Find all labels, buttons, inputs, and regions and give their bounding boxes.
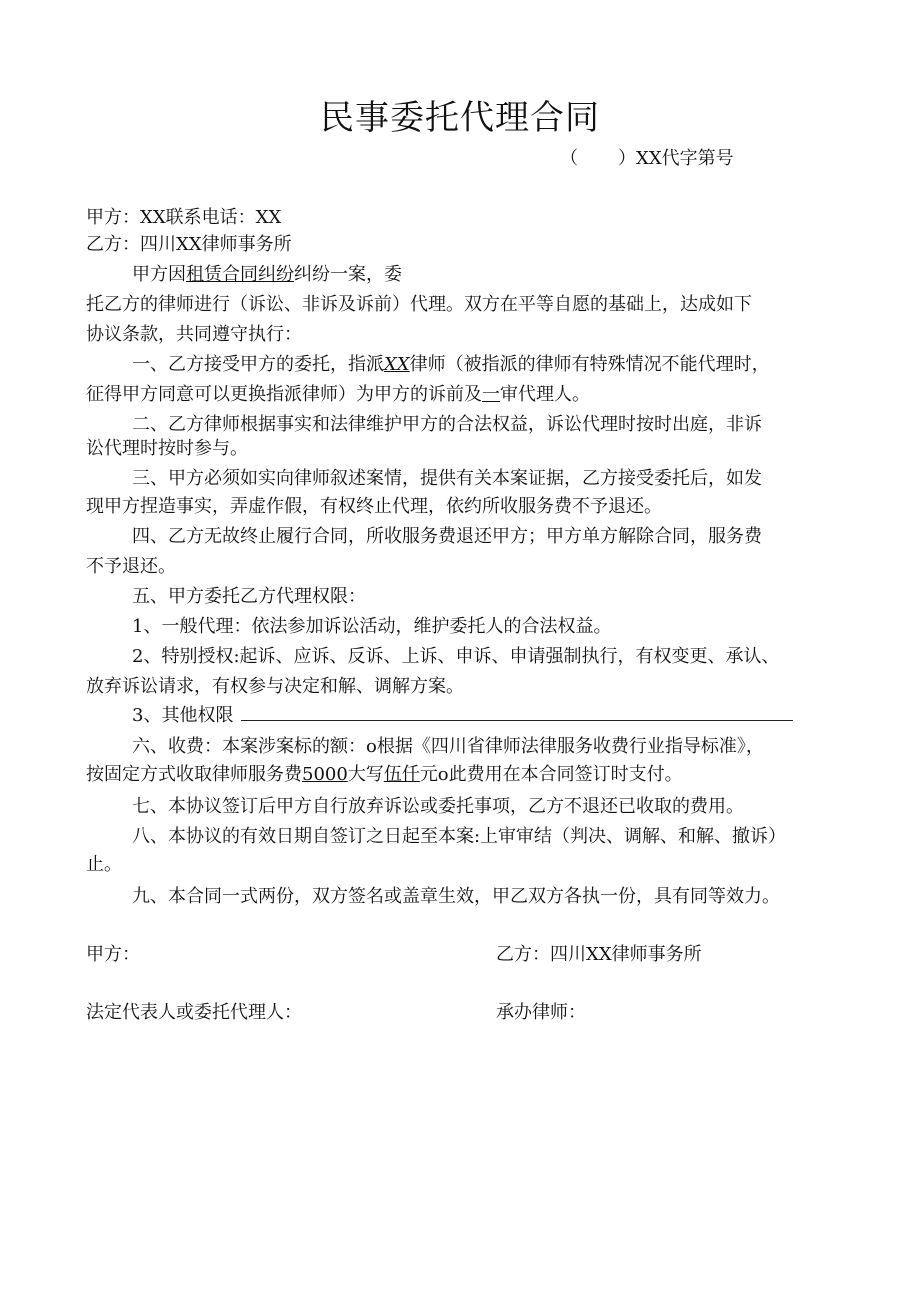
clause-1-prefix: 一、乙方接受甲方的委托，指派 <box>132 354 384 375</box>
clause-3-line-2: 现甲方捏造事实，弄虚作假，有权终止代理，依约所收服务费不予退还。 <box>86 496 662 517</box>
other-powers-label: 3、其他权限 <box>132 705 234 726</box>
clause-3-line-1: 三、甲方必须如实向律师叙述案情，提供有关本案证据，乙方接受委托后，如发 <box>132 468 762 489</box>
clause-4-line-2: 不予退还。 <box>86 556 176 577</box>
signature-party-a: 甲方： <box>86 944 140 965</box>
case-type: 租赁合同纠纷 <box>186 264 294 285</box>
clause-2-line-2: 讼代理时按时参与。 <box>86 438 248 459</box>
assigned-lawyer: XX <box>384 354 410 375</box>
signature-party-b: 乙方：四川XX律师事务所 <box>496 944 702 965</box>
clause-5-title: 五、甲方委托乙方代理权限： <box>132 586 366 607</box>
fee-prefix: 按固定方式收取律师服务费 <box>86 764 302 785</box>
signature-representative: 法定代表人或委托代理人： <box>86 1002 302 1023</box>
clause-5-item-2-line-1: 2、特别授权:起诉、应诉、反诉、上诉、申诉、申请强制执行，有权变更、承认、 <box>132 646 780 667</box>
clause-1-b-suffix: 审代理人。 <box>500 384 590 405</box>
fee-amount: 5000 <box>302 764 348 785</box>
instance-level: 一 <box>482 384 500 405</box>
clause-1-suffix: 律师（被指派的律师有特殊情况不能代理时， <box>409 354 770 375</box>
intro-line-2: 托乙方的律师进行（诉讼、非诉及诉前）代理。双方在平等自愿的基础上，达成如下 <box>86 294 752 315</box>
clause-1-b-prefix: 征得甲方同意可以更换指派律师）为甲方的诉前及 <box>86 384 482 405</box>
party-b-line: 乙方：四川XX律师事务所 <box>86 234 292 255</box>
party-a-line: 甲方：XX联系电话：XX <box>86 207 282 228</box>
clause-8-line-1: 八、本协议的有效日期自签订之日起至本案:上审审结（判决、调解、和解、撤诉） <box>132 826 787 847</box>
clause-8-line-2: 止。 <box>86 854 122 875</box>
signature-lawyer: 承办律师： <box>496 1002 586 1023</box>
document-number-close: ）XX代字第号 <box>618 148 734 169</box>
clause-9: 九、本合同一式两份，双方签名或盖章生效，甲乙双方各执一份，具有同等效力。 <box>132 886 780 907</box>
clause-5-item-1: 1、一般代理：依法参加诉讼活动，维护委托人的合法权益。 <box>132 616 612 637</box>
clause-7: 七、本协议签订后甲方自行放弃诉讼或委托事项，乙方不退还已收取的费用。 <box>132 796 744 817</box>
clause-5-item-3 <box>132 702 793 729</box>
clause-5-item-2-line-2: 放弃诉讼请求，有权参与决定和解、调解方案。 <box>86 676 464 697</box>
clause-2-line-1: 二、乙方律师根据事实和法律维护甲方的合法权益，诉讼代理时按时出庭，非诉 <box>132 414 762 435</box>
clause-1-line-1 <box>132 352 770 378</box>
document-number-open: （ <box>560 148 578 169</box>
clause-6-line-2 <box>86 762 683 788</box>
intro-prefix: 甲方因 <box>132 264 186 285</box>
intro-suffix: 纠纷一案，委 <box>294 264 402 285</box>
clause-6-line-1: 六、收费：本案涉案标的额：o根据《四川省律师法律服务收费行业指导标准》， <box>132 736 764 757</box>
fee-capital-label: 大写 <box>347 764 384 785</box>
intro-line-1 <box>132 262 402 288</box>
clause-1-line-2 <box>86 382 590 408</box>
fee-suffix: 元o此费用在本合同签订时支付。 <box>419 764 683 785</box>
intro-line-3: 协议条款，共同遵守执行： <box>86 324 302 345</box>
clause-4-line-1: 四、乙方无故终止履行合同，所收服务费退还甲方；甲方单方解除合同，服务费 <box>132 526 762 547</box>
document-title: 民事委托代理合同 <box>320 98 600 138</box>
document-number <box>560 146 734 172</box>
other-powers-blank-line <box>241 702 793 721</box>
fee-amount-capital: 伍仟 <box>383 764 420 785</box>
